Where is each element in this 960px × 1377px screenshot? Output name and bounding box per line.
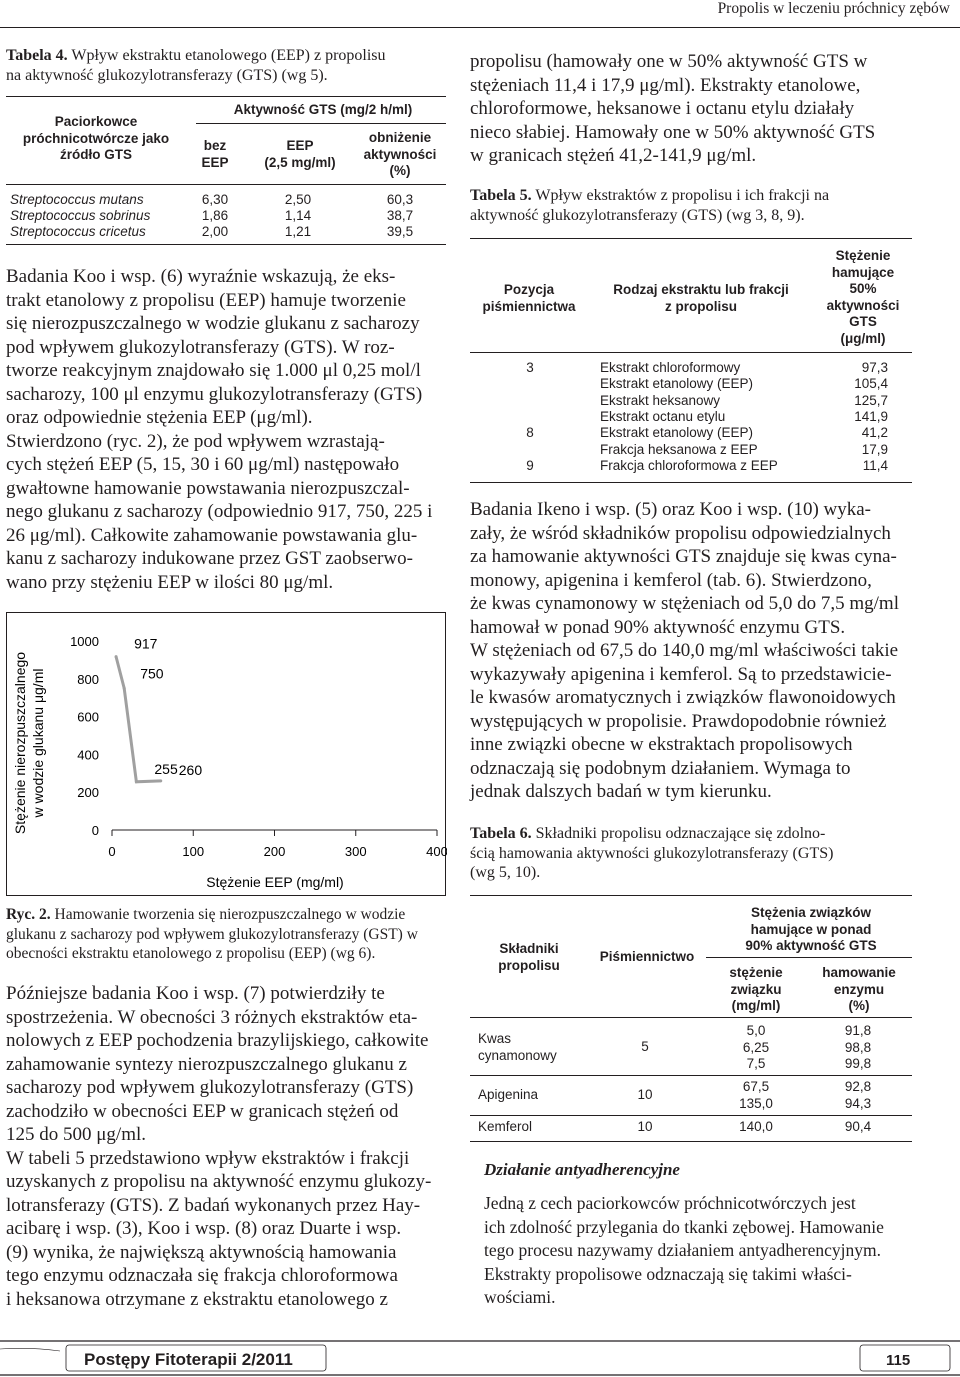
- table4-caption: [6, 46, 446, 85]
- text-line: nego glukanu z sacharozy (odpowiednio 917, 750, 225 i: [6, 501, 433, 522]
- text-line: zachodziło w obecności EEP w granicach stężeń od: [6, 1100, 399, 1122]
- table6-col2-header: Piśmiennictwo: [599, 949, 695, 964]
- y-axis-ticks: [70, 634, 99, 838]
- table6-col1-header: Składniki propolisu: [498, 941, 560, 973]
- text-line: stężeniach 11,4 i 17,9 μg/ml). Ekstrakty etanolowe,: [470, 74, 861, 96]
- text-line: Badania Ikeno i wsp. (5) oraz Koo i wsp. (10) wyka-: [470, 499, 872, 520]
- x-tick-label: 400: [426, 844, 447, 859]
- text-line: pod wpływem glukozylotransferazy (GTS). W roz-: [6, 336, 395, 358]
- table6-col3-header: stężenie związku (mg/ml): [729, 965, 783, 1013]
- text-line: hamował w ponad 90% aktywność enzymu GTS.: [470, 616, 846, 638]
- text-line: jednak dalszych badań w tym kierunku.: [470, 781, 772, 802]
- text-line: za hamowanie aktywności GTS znajduje się kwas cyna-: [470, 546, 897, 567]
- running-header: Propolis w leczeniu próchnicy zębów: [717, 0, 950, 17]
- text-line: oraz odpowiednie stężenia EEP (μg/ml).: [6, 407, 313, 428]
- table6-caption: Tabela 6. Składniki propolisu odznaczające się zdolno- ścią hamowania aktywności glukozylotransferazy (GTS) (wg 5, 10).: [470, 825, 834, 881]
- text-line: (9) wynika, że największą aktywnością hamowania: [6, 1241, 397, 1263]
- line-chart: [7, 613, 447, 897]
- y-tick-label: 0: [91, 823, 99, 838]
- text-line: kanu z sacharozy indukowane przez GST zaobserwo-: [6, 548, 413, 569]
- section-heading: Działanie antyadherencyjne: [484, 1160, 680, 1179]
- text-line: spostrzeżenia. W obecności 3 różnych ekstraktów eta-: [6, 1006, 418, 1028]
- text-line: sacharozy, 100 μl enzymu glukozylotransferazy (GTS): [6, 383, 423, 405]
- text-line: tego procesu nazywamy działaniem antyadherencyjnym.: [484, 1240, 881, 1260]
- y-axis-label-line: Stężenie nierozpuszczalnego: [12, 651, 28, 835]
- table4-caption-line: na aktywność glukozylotransferazy (GTS) (wg 5).: [6, 66, 328, 84]
- text-line: gwałtowne hamowanie powstawania nierozpuszczal-: [6, 477, 410, 499]
- table5: [470, 238, 916, 484]
- table5-col3-header: Stężenie hamujące 50% aktywności GTS (μg/ml): [826, 248, 900, 346]
- table4-col1-header: Paciorkowce próchnicotwórcze jako źródło GTS: [22, 114, 170, 162]
- table-row: Apigenina 10 67,5 135,0 92,8 94,3: [478, 1079, 872, 1111]
- y-axis-label: [12, 652, 46, 834]
- text-line: ich zdolność przylegania do tkanki zębowej. Hamowanie: [484, 1216, 884, 1237]
- data-label: 255: [154, 760, 178, 777]
- table5-col1-header: Pozycja piśmiennictwa: [482, 282, 576, 314]
- table-row: 9 Frakcja chloroformowa z EEP 11,4: [526, 457, 888, 473]
- right-paragraph-3: [484, 1192, 912, 1310]
- x-axis-ticks: [108, 830, 447, 859]
- x-axis-label: Stężenie EEP (mg/ml): [206, 874, 344, 890]
- text-line: le kwasów aromatycznych i związków flawonoidowych: [470, 687, 896, 708]
- text-line: 26 μg/ml). Całkowite zahamowanie powstawania glu-: [6, 524, 418, 546]
- text-line: acibarę i wsp. (3), Koo i wsp. (8) oraz Duarte i wsp.: [6, 1218, 402, 1239]
- text-line: że kwas cynamonowy w stężeniach od 5,0 do 7,5 mg/ml: [470, 593, 899, 614]
- text-line: i heksanowa otrzymane z ekstraktu etanolowego z: [6, 1288, 388, 1310]
- y-tick-label: 400: [77, 747, 99, 763]
- table4: [0, 96, 446, 246]
- data-point: [123, 687, 126, 690]
- x-tick-label: 300: [344, 844, 367, 859]
- table-row: 8 Ekstrakt etanolowy (EEP) 41,2: [526, 425, 888, 441]
- table4-col3-header: EEP (2,5 mg/ml): [264, 138, 336, 170]
- data-label: 750: [140, 665, 164, 682]
- data-point: [159, 779, 162, 782]
- table5-caption: Tabela 5. Wpływ ekstraktów z propolisu i ich frakcji na aktywność glukozylotransferazy (GTS) (wg 3, 8, 9).: [470, 187, 830, 224]
- y-tick-label: 1000: [70, 634, 99, 649]
- left-paragraph-1: [6, 265, 446, 594]
- text-line: Ekstrakty propolisowe odznaczają się takimi właści-: [484, 1263, 852, 1284]
- right-paragraph-1: [470, 50, 912, 168]
- data-point: [135, 780, 138, 783]
- text-line: występujących w propolisie. Prawdopodobnie również: [470, 710, 887, 732]
- table-row: Streptococcus sobrinus 1,86 1,14 38,7: [10, 208, 414, 223]
- text-line: w granicach stężeń 41,2-141,9 μg/ml.: [470, 145, 757, 166]
- text-line: zały, że wśród składników propolisu odpowiedzialnych: [470, 522, 891, 544]
- table-row: Streptococcus mutans 6,30 2,50 60,3: [10, 192, 414, 207]
- table-row: 3 Ekstrakt chloroformowy 97,3: [526, 360, 888, 375]
- text-line: Jedną z cech paciorkowców próchnicotwórczych jest: [484, 1193, 856, 1213]
- text-line: trakt etanolowy z propolisu (EEP) hamuje tworzenie: [6, 289, 406, 311]
- data-label: 917: [134, 635, 158, 652]
- table4-group-header: Aktywność GTS (mg/2 h/ml): [233, 102, 413, 117]
- table-row: Ekstrakt heksanowy 125,7: [600, 392, 888, 408]
- table6: [470, 895, 916, 1145]
- text-line: wano przy stężeniu EEP w ilości 80 μg/ml.: [6, 571, 334, 593]
- text-line: W stężeniach od 67,5 do 140,0 mg/ml właściwości takie: [470, 640, 899, 661]
- table6-group-header: Stężenia związków hamujące w ponad 90% aktywność GTS: [745, 905, 877, 953]
- text-line: zahamowanie syntezy nierozpuszczalnego glukanu z: [6, 1053, 407, 1075]
- y-tick-label: 200: [77, 785, 99, 801]
- text-line: Stwierdzono (ryc. 2), że pod wpływem wzrastają-: [6, 430, 385, 452]
- table-row: Ekstrakt etanolowy (EEP) 105,4: [600, 376, 888, 392]
- text-line: propolisu (hamowały one w 50% aktywność GTS w: [470, 51, 868, 72]
- table6-col4-header: hamowanie enzymu (%): [822, 965, 896, 1013]
- right-paragraph-2: [470, 498, 912, 804]
- table-row: Frakcja heksanowa z EEP 17,9: [600, 441, 888, 457]
- text-line: 125 do 500 μg/ml.: [6, 1124, 147, 1145]
- y-tick-label: 800: [77, 671, 99, 687]
- table5-col2-header: Rodzaj ekstraktu lub frakcji z propolisu: [613, 282, 789, 314]
- text-line: nolowych z EEP pochodzenia brazylijskiego, całkowite: [6, 1030, 429, 1051]
- figure-2-caption: Ryc. 2. Hamowanie tworzenia się nierozpuszczalnego w wodzie glukanu z sacharozy pod wpływem glukozylotransferazy (GST) w obecności ekstraktu etanolowego z propolisu (EEP) (wg 6).: [6, 906, 418, 962]
- footer-journal: Postępy Fitoterapii 2/2011: [84, 1350, 293, 1369]
- x-tick-label: 200: [263, 844, 286, 859]
- header-rule: [0, 27, 960, 28]
- table4-caption-line: Wpływ ekstraktu etanolowego (EEP) z propolisu: [67, 47, 386, 64]
- text-line: się nierozpuszczalnego w wodzie glukanu z sacharozy: [6, 313, 420, 334]
- text-line: tworze reakcyjnym znajdowało się 1.000 μl 0,25 mol/l: [6, 360, 421, 381]
- text-line: sacharozy pod wpływem glukozylotransferazy (GTS): [6, 1077, 414, 1098]
- table-row: Kwas cynamonowy 5 5,0 6,25 7,5 91,8 98,8 99,8: [478, 1023, 872, 1071]
- table-row: Kemferol 10 140,0 90,4: [478, 1119, 872, 1134]
- table4-col4-header: obniżenie aktywności (%): [363, 130, 437, 178]
- text-line: inne związki obecne w ekstraktach propolisowych: [470, 734, 853, 755]
- text-line: wościami.: [484, 1287, 556, 1307]
- text-line: uzyskanych z propolisu na aktywność enzymu glukozy-: [6, 1171, 432, 1192]
- y-axis-label-line: w wodzie glukanu μg/ml: [30, 668, 46, 818]
- text-line: nieco słabiej. Hamowały one w 50% aktywność GTS: [470, 121, 876, 143]
- data-labels: [134, 636, 202, 778]
- x-tick-label: 0: [108, 844, 116, 859]
- y-tick-label: 600: [77, 709, 99, 725]
- x-tick-label: 100: [182, 844, 205, 859]
- table4-col2-header: bez EEP: [201, 138, 229, 170]
- data-point: [115, 655, 118, 658]
- data-label: 260: [178, 761, 203, 778]
- table-row: Streptococcus cricetus 2,00 1,21 39,5: [10, 224, 414, 239]
- text-line: odznaczają się podobnym działaniem. Wymaga to: [470, 757, 851, 779]
- table4-body: [10, 192, 446, 240]
- figure-caption-label: Ryc. 2.: [6, 906, 51, 923]
- text-line: lotransferazy (GTS). Z badań wykonanych przez Hay-: [6, 1194, 421, 1216]
- text-line: tego enzymu odznaczała się frakcja chloroformowa: [6, 1265, 398, 1286]
- text-line: wykazywały apigenina i kemferol. Są to przedstawicie-: [470, 663, 892, 685]
- text-line: monowy, apigenina i kemferol (tab. 6). Stwierdzono,: [470, 569, 872, 591]
- text-line: W tabeli 5 przedstawiono wpływ ekstraktów i frakcji: [6, 1147, 410, 1169]
- text-line: Późniejsze badania Koo i wsp. (7) potwierdziły te: [6, 983, 385, 1004]
- page-number: 115: [886, 1352, 911, 1369]
- figure-2-chart: [6, 612, 446, 896]
- table-row: Ekstrakt octanu etylu 141,9: [600, 408, 888, 424]
- left-paragraph-2: [6, 982, 446, 1311]
- table4-caption-label: Tabela 4.: [6, 47, 68, 64]
- text-line: chloroformowe, heksanowe i octanu etylu działały: [470, 98, 855, 119]
- text-line: cych stężeń EEP (5, 15, 30 i 60 μg/ml) następowało: [6, 454, 400, 475]
- text-line: Badania Koo i wsp. (6) wyraźnie wskazują, że eks-: [6, 266, 396, 287]
